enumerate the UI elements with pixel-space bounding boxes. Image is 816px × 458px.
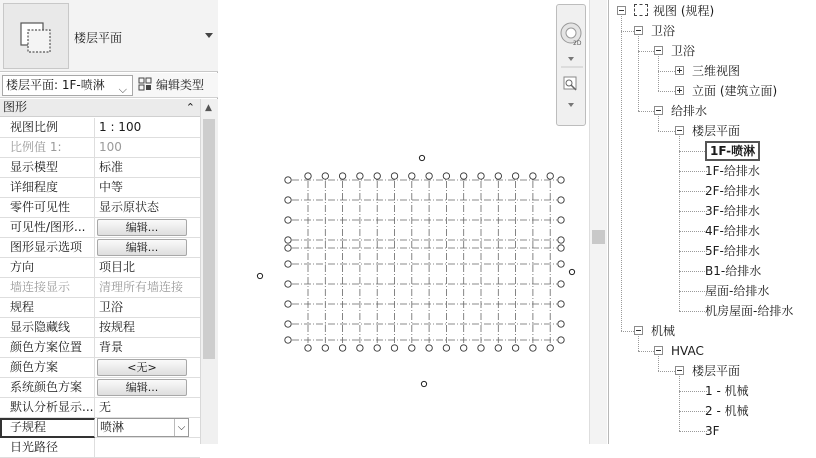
grid-bubble: [495, 173, 501, 179]
tree-item-label: 楼层平面: [692, 364, 741, 378]
grid-bubble: [558, 237, 564, 243]
collapse-icon[interactable]: [675, 366, 684, 375]
tree-item[interactable]: [654, 341, 704, 361]
property-row[interactable]: [0, 158, 200, 178]
floor-plan-drawing[interactable]: [220, 0, 588, 444]
tree-item-active-view[interactable]: [705, 141, 760, 161]
tree-connector: [621, 31, 634, 32]
tree-connector: [658, 91, 675, 92]
edit-type-icon: [138, 77, 152, 91]
tree-connector: [679, 151, 707, 152]
grid-bubble: [461, 173, 467, 179]
tree-connector: [679, 271, 707, 272]
property-value: [97, 440, 99, 454]
navigation-bar: [556, 4, 586, 126]
scrollbar-thumb[interactable]: [592, 230, 605, 244]
elevation-marker: [419, 155, 424, 160]
grid-bubble: [305, 345, 311, 351]
property-name: 零件可见性: [0, 198, 95, 218]
grid-bubble: [443, 173, 449, 179]
property-value: 按规程: [99, 320, 136, 334]
property-value: 卫浴: [99, 300, 124, 314]
grid-bubble: [478, 345, 484, 351]
property-value: 100: [99, 140, 122, 154]
edit-type-button[interactable]: [138, 75, 204, 96]
property-name: 显示隐藏线: [0, 318, 95, 338]
zoom-icon[interactable]: [564, 77, 576, 90]
property-row[interactable]: [0, 278, 200, 298]
property-row[interactable]: [0, 138, 200, 158]
grid-bubble: [558, 281, 564, 287]
elevation-marker: [421, 381, 426, 386]
tree-connector: [679, 411, 707, 412]
edit-type-label: 编辑类型: [156, 78, 205, 92]
property-row[interactable]: [0, 398, 200, 418]
grid-bubble: [426, 345, 432, 351]
grid-bubble: [461, 345, 467, 351]
expand-icon[interactable]: [675, 66, 684, 75]
grid-bubble: [374, 345, 380, 351]
property-value-cell[interactable]: [95, 158, 200, 178]
scroll-up-icon[interactable]: ▲: [205, 103, 212, 113]
collapse-icon[interactable]: [634, 26, 643, 35]
tree-connector: [679, 431, 707, 432]
tree-item-label: 给排水: [671, 104, 708, 118]
property-name: 方向: [0, 258, 95, 278]
canvas-scrollbar[interactable]: [589, 0, 607, 444]
property-name: 日光路径: [0, 438, 95, 458]
tree-item-label: HVAC: [671, 344, 704, 358]
tree-item-label: 立面 (建筑立面): [692, 84, 778, 98]
property-value-cell[interactable]: [95, 298, 200, 318]
property-grid: [0, 118, 200, 458]
tree-item[interactable]: [705, 401, 749, 421]
tree-connector: [679, 391, 707, 392]
tree-item[interactable]: [705, 241, 760, 261]
grid-bubble: [285, 281, 291, 287]
property-value-cell[interactable]: [95, 378, 200, 398]
tree-item[interactable]: [705, 381, 749, 401]
tree-item-label: 4F-给排水: [705, 224, 760, 238]
property-name: 颜色方案: [0, 358, 95, 378]
grid-bubble: [558, 245, 564, 251]
tree-item[interactable]: [654, 41, 695, 61]
collapse-icon[interactable]: [617, 6, 626, 15]
property-value-cell[interactable]: [95, 418, 200, 438]
tree-item[interactable]: [675, 61, 740, 81]
grid-bubble: [512, 345, 518, 351]
tree-item[interactable]: [705, 181, 760, 201]
grid-bubble: [305, 173, 311, 179]
property-name: 子规程: [0, 418, 95, 438]
grid-bubble: [478, 173, 484, 179]
property-row[interactable]: [0, 218, 200, 238]
tree-connector: [638, 111, 654, 112]
grid-bubble: [558, 217, 564, 223]
property-row[interactable]: [0, 198, 200, 218]
tree-item-label: 3F-给排水: [705, 204, 760, 218]
property-name: 颜色方案位置: [0, 338, 95, 358]
property-row[interactable]: [0, 418, 200, 438]
grid-bubble: [285, 321, 291, 327]
chevron-down-icon[interactable]: [205, 33, 213, 38]
grid-bubble: [285, 197, 291, 203]
collapse-icon[interactable]: [654, 46, 663, 55]
drawing-canvas[interactable]: [220, 0, 607, 444]
grid-bubble: [391, 345, 397, 351]
grid-bubble: [391, 173, 397, 179]
tree-item[interactable]: [705, 281, 769, 301]
grid-bubble: [547, 345, 553, 351]
tree-item[interactable]: [705, 261, 761, 281]
tree-item-label: 2F-给排水: [705, 184, 760, 198]
property-name: 可见性/图形...: [0, 218, 95, 238]
tree-connector: [621, 16, 622, 331]
grid-bubble: [530, 173, 536, 179]
property-value-cell[interactable]: [95, 398, 200, 418]
property-value-cell[interactable]: [95, 278, 200, 298]
property-row[interactable]: [0, 378, 200, 398]
tree-item[interactable]: [617, 1, 714, 21]
elevation-marker: [569, 269, 574, 274]
grid-bubble: [285, 245, 291, 251]
collapse-icon[interactable]: [634, 326, 643, 335]
tree-item-label: 卫浴: [671, 44, 696, 58]
property-value: 背景: [99, 340, 124, 354]
type-selector[interactable]: [0, 0, 218, 72]
grid-bubble: [530, 345, 536, 351]
property-value-cell[interactable]: [95, 238, 200, 258]
property-row[interactable]: [0, 318, 200, 338]
property-row[interactable]: [0, 338, 200, 358]
grid-bubble: [374, 173, 380, 179]
collapse-icon[interactable]: [675, 126, 684, 135]
property-value-cell[interactable]: [95, 178, 200, 198]
property-value: 中等: [99, 180, 124, 194]
property-value: 标准: [99, 160, 124, 174]
tree-connector: [679, 191, 707, 192]
property-edit-button[interactable]: <无>: [97, 359, 187, 376]
tree-item-label: 屋面-给排水: [705, 284, 770, 298]
property-name: 规程: [0, 298, 95, 318]
chevron-down-icon[interactable]: [568, 57, 574, 61]
grid-bubble: [558, 197, 564, 203]
grid-bubble: [322, 173, 328, 179]
floor-plan-type-icon: [3, 3, 69, 69]
tree-item[interactable]: [654, 101, 707, 121]
grid-bubble: [357, 345, 363, 351]
property-value-cell[interactable]: [95, 138, 200, 158]
tree-connector: [658, 131, 675, 132]
grid-bubble: [558, 261, 564, 267]
properties-panel: [0, 0, 218, 454]
tree-connector: [621, 331, 634, 332]
property-name: 视图比例: [0, 118, 95, 138]
tree-connector: [658, 56, 659, 91]
tree-item-label: 1F-给排水: [705, 164, 760, 178]
grid-bubble: [409, 173, 415, 179]
tree-item-label: 视图 (规程): [653, 4, 715, 18]
group-label: 图形: [3, 100, 28, 114]
tree-item-label: 机械: [651, 324, 676, 338]
property-name: 默认分析显示...: [0, 398, 95, 418]
tree-item[interactable]: [705, 201, 760, 221]
property-row[interactable]: [0, 238, 200, 258]
elevation-marker: [257, 273, 262, 278]
grid-bubble: [495, 345, 501, 351]
property-value-cell[interactable]: [95, 118, 200, 138]
view-instance-label: 楼层平面: 1F-喷淋: [6, 78, 105, 92]
tree-item[interactable]: [675, 121, 740, 141]
property-value: 项目北: [99, 260, 136, 274]
tree-item[interactable]: [634, 321, 675, 341]
tree-connector: [679, 291, 707, 292]
property-value-cell[interactable]: [95, 338, 200, 358]
property-value: 清理所有墙连接: [99, 280, 184, 294]
grid-bubble: [285, 237, 291, 243]
tree-item[interactable]: [705, 301, 793, 321]
property-row[interactable]: [0, 438, 200, 458]
project-browser: [608, 0, 816, 444]
steering-wheel-label: 2D: [573, 40, 582, 47]
steering-wheel-icon[interactable]: [561, 23, 582, 47]
tree-connector: [638, 351, 654, 352]
collapse-icon[interactable]: [654, 106, 663, 115]
collapse-icon[interactable]: [654, 346, 663, 355]
grid-bubble: [426, 173, 432, 179]
tree-connector: [679, 231, 707, 232]
grid-bubble: [558, 321, 564, 327]
grid-bubble: [409, 345, 415, 351]
tree-connector: [658, 371, 675, 372]
chevron-down-icon[interactable]: ⌵: [174, 419, 188, 436]
tree-item-label: 1F-喷淋: [705, 141, 760, 161]
property-row[interactable]: [0, 258, 200, 278]
tree-item[interactable]: [634, 21, 675, 41]
grid-bubble: [512, 173, 518, 179]
tree-connector: [679, 136, 680, 311]
tree-item[interactable]: [675, 361, 740, 381]
tree-connector: [679, 171, 707, 172]
chevron-down-icon[interactable]: [568, 103, 574, 107]
tree-connector: [638, 36, 639, 111]
properties-scrollbar[interactable]: [200, 99, 218, 444]
group-header-graphics[interactable]: [0, 99, 200, 117]
tree-item-label: 楼层平面: [692, 124, 741, 138]
tree-item-label: 机房屋面-给排水: [705, 304, 794, 318]
collapse-icon[interactable]: ⌃: [185, 101, 195, 114]
tree-item-label: 卫浴: [651, 24, 676, 38]
tree-item-label: 5F-给排水: [705, 244, 760, 258]
tree-connector: [679, 311, 707, 312]
tree-item[interactable]: [705, 161, 760, 181]
property-value-cell[interactable]: [95, 218, 200, 238]
scrollbar-thumb[interactable]: [203, 119, 215, 359]
property-row[interactable]: [0, 358, 200, 378]
property-row[interactable]: [0, 178, 200, 198]
tree-item[interactable]: [705, 421, 720, 441]
grid-bubble: [285, 301, 291, 307]
property-row[interactable]: [0, 298, 200, 318]
grid-bubble: [558, 301, 564, 307]
property-name: 系统颜色方案: [0, 378, 95, 398]
property-value: 无: [99, 400, 112, 414]
property-name: 图形显示选项: [0, 238, 95, 258]
property-name: 详细程度: [0, 178, 95, 198]
property-edit-button[interactable]: 编辑...: [97, 219, 187, 236]
tree-connector: [658, 71, 675, 72]
selector-row: [0, 73, 218, 98]
grid-bubble: [558, 337, 564, 343]
tree-item-label: 1 - 机械: [705, 384, 749, 398]
expand-icon[interactable]: [675, 86, 684, 95]
property-edit-button[interactable]: 编辑...: [97, 379, 187, 396]
grid-bubble: [285, 337, 291, 343]
property-name: 墙连接显示: [0, 278, 95, 298]
type-name: 楼层平面: [74, 31, 123, 45]
grid-bubble: [285, 261, 291, 267]
tree-connector: [679, 251, 707, 252]
tree-item-label: 3F: [705, 424, 720, 438]
grid-bubble: [357, 173, 363, 179]
tree-item-label: 三维视图: [692, 64, 741, 78]
grid-bubble: [285, 217, 291, 223]
tree-item-label: 2 - 机械: [705, 404, 749, 418]
property-name: 显示模型: [0, 158, 95, 178]
property-value-cell[interactable]: [95, 358, 200, 378]
tree-connector: [679, 211, 707, 212]
property-value-cell[interactable]: [95, 198, 200, 218]
sub-discipline-dropdown[interactable]: [97, 418, 189, 437]
grid-bubble: [322, 345, 328, 351]
grid-bubble: [339, 345, 345, 351]
property-value: 1 : 100: [99, 120, 142, 134]
chevron-down-icon: ⌵: [118, 83, 127, 96]
property-value-cell[interactable]: [95, 318, 200, 338]
tree-item-label: B1-给排水: [705, 264, 762, 278]
property-edit-button[interactable]: 编辑...: [97, 239, 187, 256]
property-value: 显示原状态: [99, 200, 160, 214]
tree-item[interactable]: [705, 221, 760, 241]
grid-bubble: [443, 345, 449, 351]
grid-bubble: [339, 173, 345, 179]
property-value-cell[interactable]: [95, 438, 200, 458]
grid-bubble: [547, 173, 553, 179]
grid-bubble: [285, 177, 291, 183]
property-row[interactable]: [0, 118, 200, 138]
views-icon: [634, 4, 648, 16]
property-value: 喷淋: [100, 420, 125, 434]
grid-bubble: [558, 177, 564, 183]
view-instance-dropdown[interactable]: [2, 75, 133, 96]
tree-connector: [638, 51, 654, 52]
tree-connector: [679, 376, 680, 431]
property-name: 比例值 1:: [0, 138, 95, 158]
property-value-cell[interactable]: [95, 258, 200, 278]
tree-item[interactable]: [675, 81, 777, 101]
